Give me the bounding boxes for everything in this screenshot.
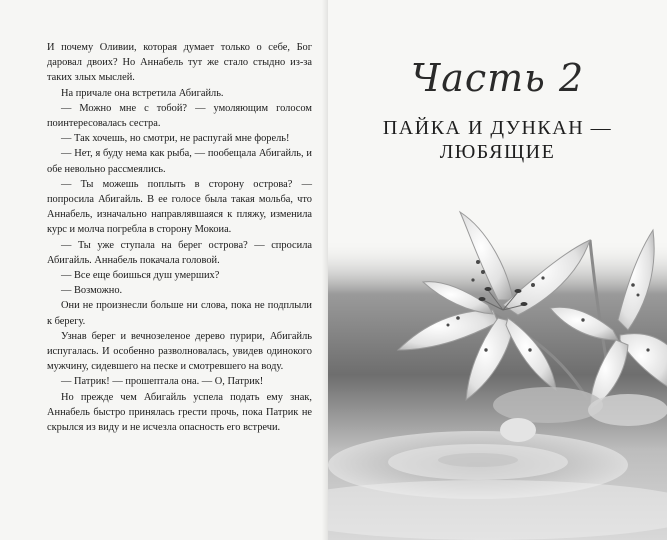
- paragraph: — Все еще боишься душ умерших?: [61, 270, 220, 282]
- lily-bud: [588, 394, 667, 426]
- chapter-title-line: ЛЮБЯЩИЕ: [439, 141, 556, 163]
- paragraph: И почему Оливии, которая думает только о себе, Бог даровал двоих? Но Аннабель тут же стало стыдно из-за таких злых мыслей.: [47, 42, 312, 84]
- paragraph: — Так хочешь, но смотри, не распугай мне форель!: [61, 133, 290, 145]
- water-ripple: [438, 453, 518, 467]
- paragraph: — Возможно.: [61, 285, 123, 297]
- lily-illustration: [328, 200, 667, 540]
- paragraph: На причале она встретила Абигайль.: [61, 87, 224, 99]
- lily-bud: [493, 387, 603, 423]
- lily-photo: [328, 200, 667, 540]
- part-title: Часть 2: [410, 56, 585, 100]
- paragraph: Они не произнесли больше ни слова, пока не подплыли к берегу.: [47, 300, 312, 327]
- paragraph: — Ты уже ступала на берег острова? — спросила Абигайль. Аннабель покачала головой.: [47, 239, 312, 266]
- chapter-title: [328, 116, 667, 164]
- left-page: [0, 0, 328, 540]
- right-page: [328, 0, 667, 540]
- water-ripple: [328, 480, 667, 540]
- paragraph: — Нет, я буду нема как рыба, — пообещала Абигайль, и обе невольно рассмеялись.: [47, 148, 312, 175]
- paragraph: Но прежде чем Абигайль успела подать ему знак, Аннабель быстро принялась грести прочь, пока Патрик не скрылся из виду и не исчезла опасность его встречи.: [47, 391, 312, 434]
- paragraph: — Можно мне с тобой? — умоляющим голосом поинтересовалась сестра.: [47, 102, 312, 130]
- paragraph: — Ты можешь поплыть в сторону острова? — попросила Абигайль. В ее голосе была такая мольба, что Аннабель, изначально направлявшаяся к пляжу, изменила курс и молча погребла в сторону Мокоиа.: [47, 178, 312, 236]
- paragraph: — Патрик! — прошептала она. — О, Патрик!: [61, 376, 264, 388]
- lily-bud: [500, 418, 536, 442]
- chapter-title-line: ПАЙКА И ДУНКАН —: [382, 117, 613, 139]
- body-text: [47, 40, 312, 435]
- paragraph: Узнав берег и вечнозеленое дерево пурири, Абигайль испугалась. И особенно разволновалась, увидев одинокого мужчину, сидевшего на песке и смотревшего на воду.: [47, 330, 312, 373]
